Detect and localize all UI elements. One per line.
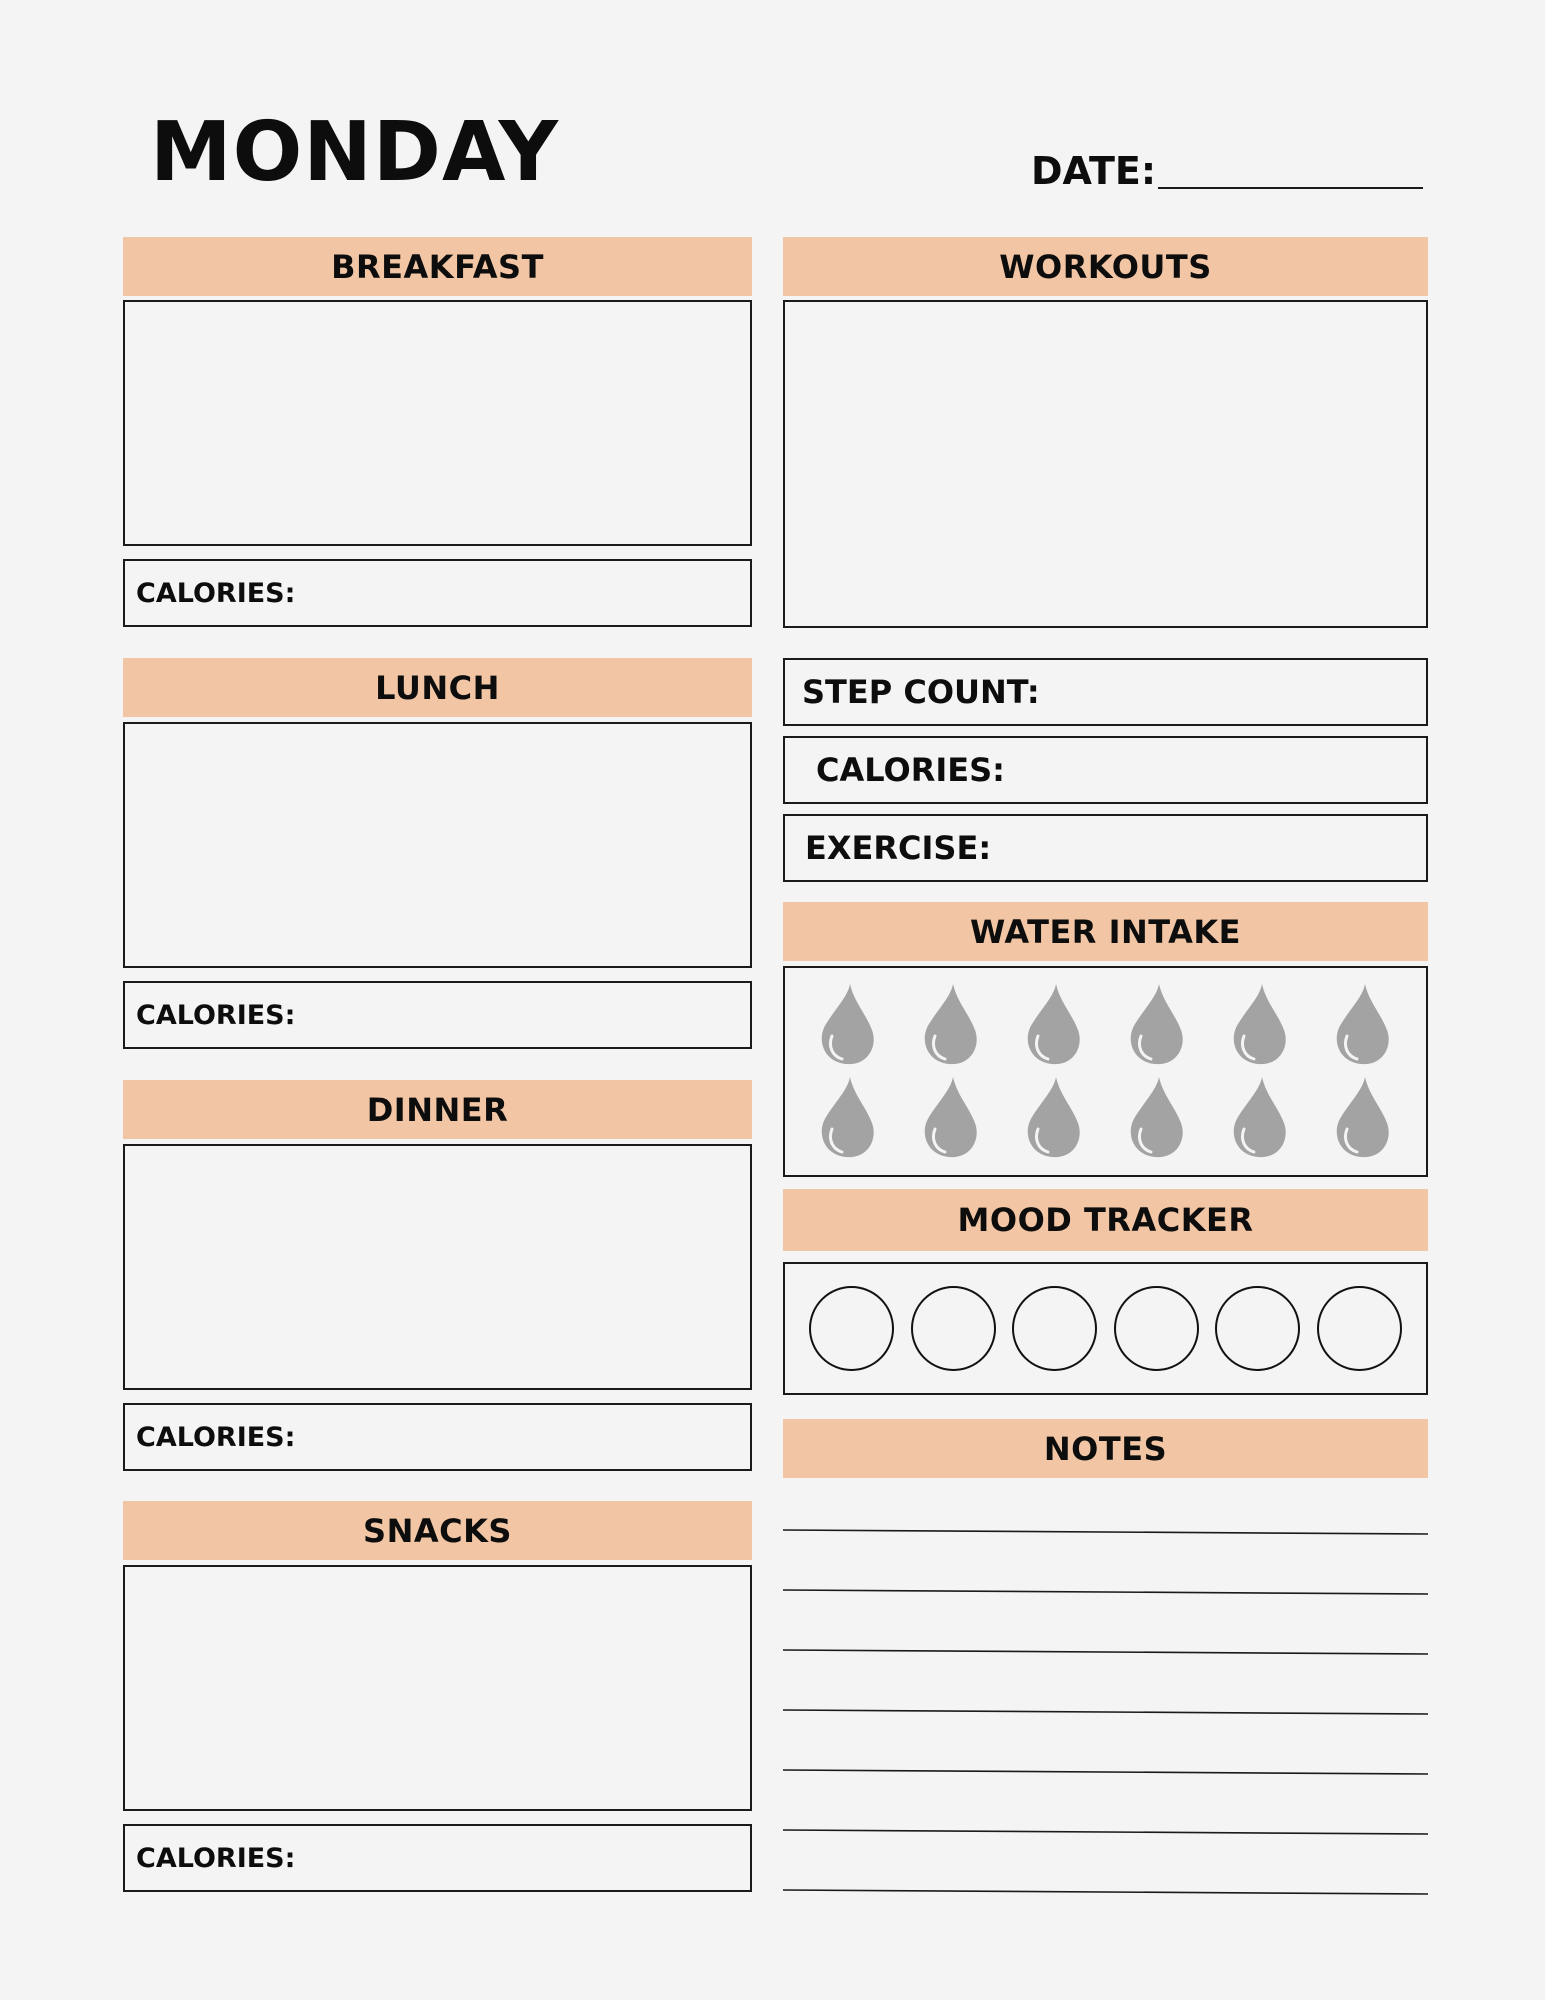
breakfast-box[interactable] (123, 300, 752, 546)
date-label: DATE: (1031, 149, 1157, 193)
snacks-header: SNACKS (123, 1501, 752, 1560)
lunch-header: LUNCH (123, 658, 752, 717)
notes-lines[interactable] (783, 1478, 1428, 1898)
water-drop-icon[interactable] (900, 1072, 1003, 1166)
workout-calories-field[interactable] (783, 736, 1428, 804)
snacks-box[interactable] (123, 1565, 752, 1811)
notes-line[interactable] (783, 1890, 1428, 1894)
water-drop-icon[interactable] (1003, 978, 1106, 1072)
calories-label: CALORIES: (136, 1842, 296, 1874)
water-drop-icon[interactable] (1106, 1072, 1209, 1166)
notes-line[interactable] (783, 1530, 1428, 1534)
water-drop-icon[interactable] (797, 978, 900, 1072)
workouts-box[interactable] (783, 300, 1428, 628)
notes-line[interactable] (783, 1770, 1428, 1774)
water-drop-icon[interactable] (1208, 1072, 1311, 1166)
step-count-label: STEP COUNT: (802, 673, 1040, 711)
mood-tracker-box (783, 1262, 1428, 1395)
notes-line[interactable] (783, 1830, 1428, 1834)
water-drop-icon[interactable] (797, 1072, 900, 1166)
water-drop-icon[interactable] (1106, 978, 1209, 1072)
mood-circle[interactable] (1215, 1286, 1300, 1371)
mood-circle[interactable] (809, 1286, 894, 1371)
water-intake-header: WATER INTAKE (783, 902, 1428, 961)
dinner-calories-field[interactable] (123, 1403, 752, 1471)
notes-line[interactable] (783, 1710, 1428, 1714)
water-intake-box (783, 966, 1428, 1177)
lunch-box[interactable] (123, 722, 752, 968)
calories-label: CALORIES: (816, 751, 1005, 789)
water-drop-icon[interactable] (1311, 978, 1414, 1072)
mood-circle[interactable] (911, 1286, 996, 1371)
dinner-box[interactable] (123, 1144, 752, 1390)
water-drop-icon[interactable] (1311, 1072, 1414, 1166)
date-line[interactable] (1158, 187, 1423, 189)
breakfast-header: BREAKFAST (123, 237, 752, 296)
calories-label: CALORIES: (136, 999, 296, 1031)
water-drop-icon[interactable] (1003, 1072, 1106, 1166)
water-drop-icon[interactable] (1208, 978, 1311, 1072)
calories-label: CALORIES: (136, 1421, 296, 1453)
page-title: MONDAY (150, 105, 559, 200)
exercise-field[interactable] (783, 814, 1428, 882)
step-count-field[interactable] (783, 658, 1428, 726)
water-drop-icon[interactable] (900, 978, 1003, 1072)
exercise-label: EXERCISE: (805, 829, 992, 867)
calories-label: CALORIES: (136, 577, 296, 609)
notes-line[interactable] (783, 1590, 1428, 1594)
snacks-calories-field[interactable] (123, 1824, 752, 1892)
dinner-header: DINNER (123, 1080, 752, 1139)
mood-circle[interactable] (1317, 1286, 1402, 1371)
mood-circle[interactable] (1114, 1286, 1199, 1371)
mood-circle[interactable] (1012, 1286, 1097, 1371)
mood-tracker-header: MOOD TRACKER (783, 1189, 1428, 1251)
notes-line[interactable] (783, 1650, 1428, 1654)
breakfast-calories-field[interactable] (123, 559, 752, 627)
lunch-calories-field[interactable] (123, 981, 752, 1049)
notes-header: NOTES (783, 1419, 1428, 1478)
workouts-header: WORKOUTS (783, 237, 1428, 296)
